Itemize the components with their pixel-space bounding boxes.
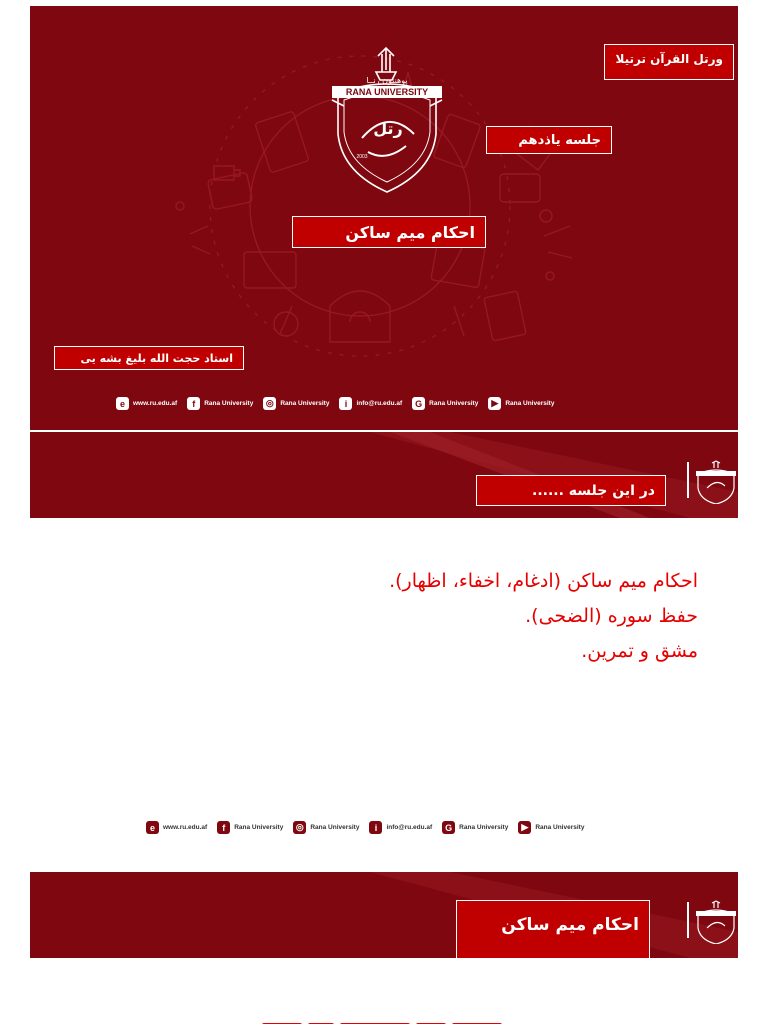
footer-instagram[interactable]: Rana University [280,400,330,407]
slide2-header [30,432,738,518]
course-title-tag: ورتل القرآن ترتیلا [604,44,734,80]
session-topics-list [389,564,698,669]
list-item: احکام میم ساکن (ادغام، اخفاء، اظهار). [389,570,698,592]
youtube-icon[interactable]: ▶ [488,397,501,410]
youtube-icon[interactable]: ▶ [518,821,531,834]
footer-google[interactable]: Rana University [459,824,509,831]
logo-top-text: پوهنتون رنــا [366,76,408,85]
rana-university-logo [328,42,446,194]
list-item: مشق و تمرین. [581,640,698,662]
footer-instagram[interactable]: Rana University [310,824,360,831]
logo-script-text: رتل [373,119,403,138]
slide3-header [30,872,738,958]
lesson-topic-tag: احکام میم ساکن [292,216,486,248]
footer-facebook[interactable]: Rana University [204,400,254,407]
header-logo-icon [694,460,738,504]
web-icon[interactable]: e [146,821,159,834]
footer-facebook[interactable]: Rana University [234,824,284,831]
instagram-icon[interactable]: ◎ [263,397,276,410]
footer-youtube[interactable]: Rana University [505,400,555,407]
session-number-tag: جلسه یاذدهم [486,126,612,154]
footer-website[interactable]: www.ru.edu.af [163,824,208,831]
header-separator [687,462,689,498]
title-slide [30,6,738,430]
list-item: حفظ سوره (الضحی). [525,605,698,627]
slide3-header-title: احکام میم ساکن [456,900,650,958]
footer-email[interactable]: info@ru.edu.af [386,824,433,831]
instagram-icon[interactable]: ◎ [293,821,306,834]
web-icon[interactable]: e [116,397,129,410]
header-separator [687,902,689,938]
social-footer-slide1 [116,397,560,410]
facebook-icon[interactable]: f [187,397,200,410]
google-plus-icon[interactable]: G [442,821,455,834]
facebook-icon[interactable]: f [217,821,230,834]
header-logo-icon [694,900,738,944]
google-plus-icon[interactable]: G [412,397,425,410]
social-footer-slide2 [146,821,590,834]
info-icon[interactable]: i [339,397,352,410]
logo-banner-text: RANA UNIVERSITY [345,87,429,97]
logo-year-text: 2003 [356,154,368,160]
cut-off-text-fragment [256,1012,536,1024]
footer-email[interactable]: info@ru.edu.af [356,400,403,407]
footer-website[interactable]: www.ru.edu.af [133,400,178,407]
info-icon[interactable]: i [369,821,382,834]
footer-google[interactable]: Rana University [429,400,479,407]
slide2-header-title: در این جلسه ...... [476,475,666,506]
footer-youtube[interactable]: Rana University [535,824,585,831]
teacher-name-tag: استاد حجت الله بلیغ بشه یی [54,346,244,370]
